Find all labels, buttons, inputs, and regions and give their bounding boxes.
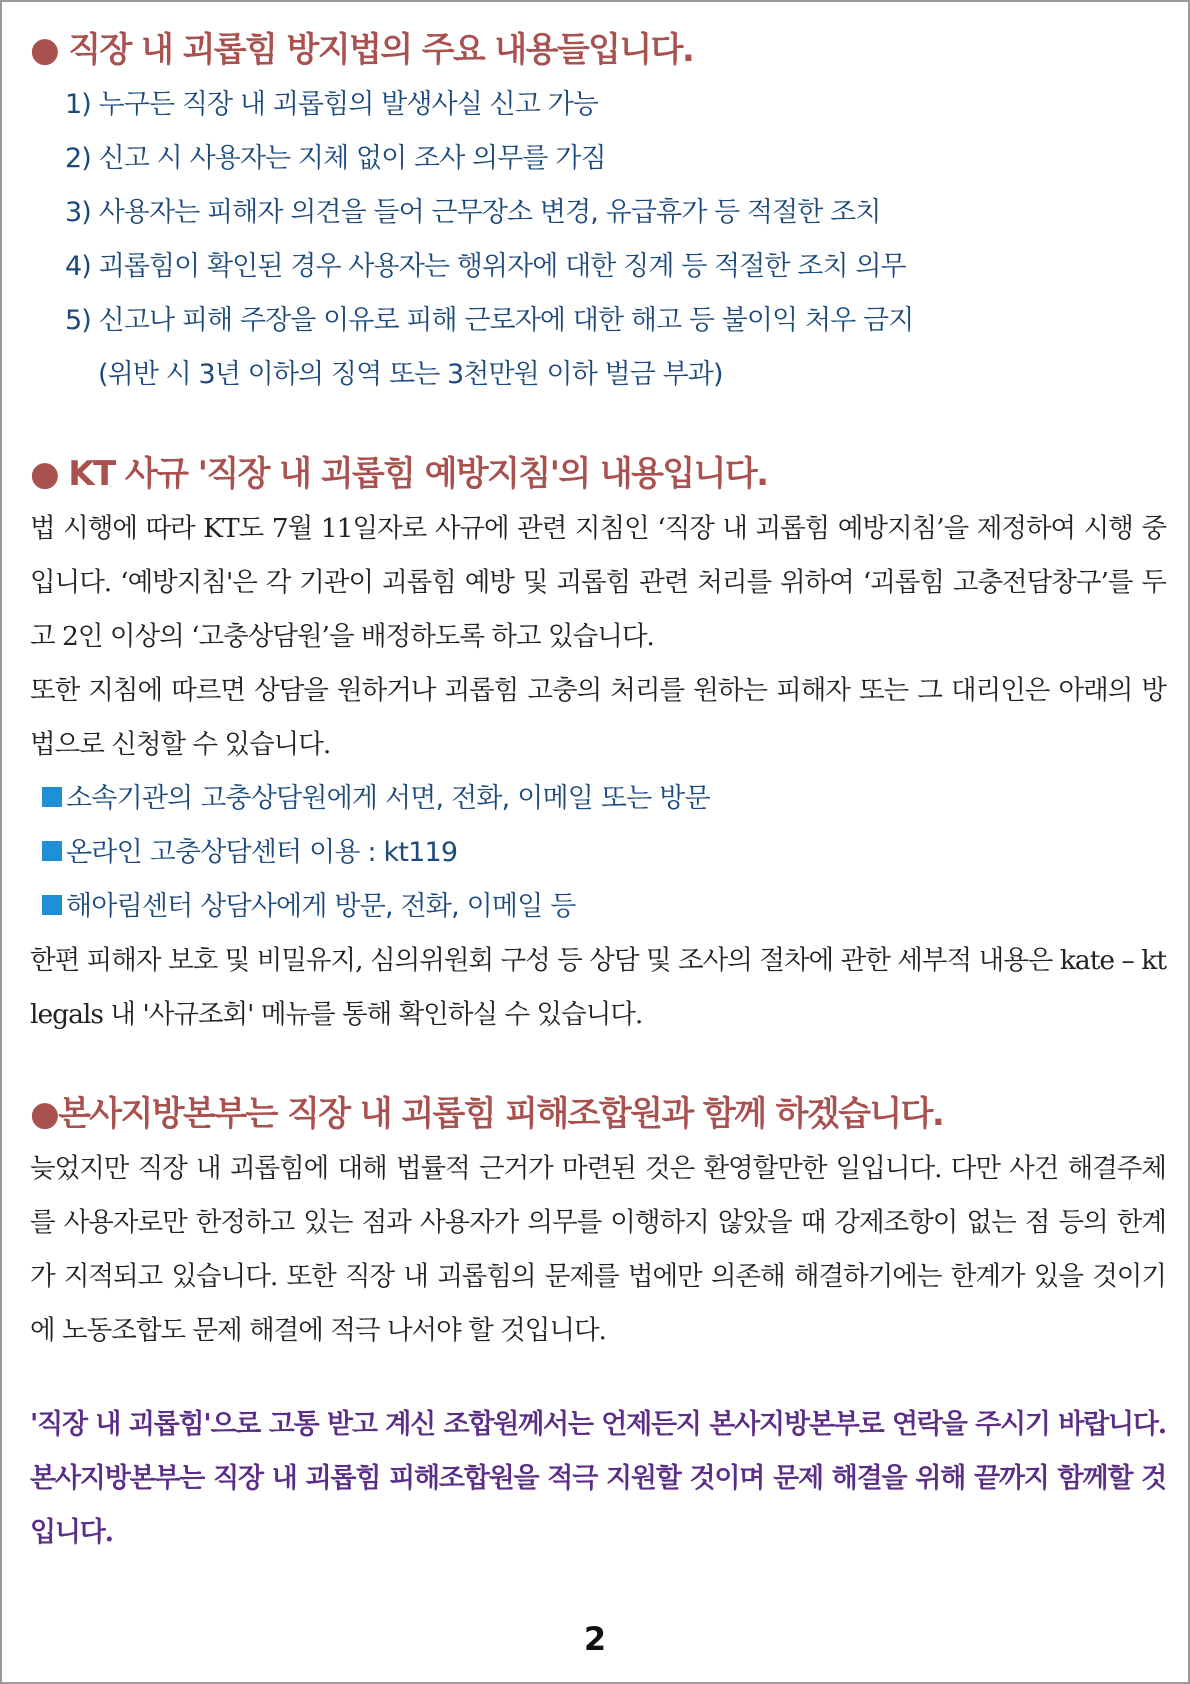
method-label: 온라인 고충상담센터 이용 : kt119	[66, 837, 458, 868]
square-bullet-icon	[42, 787, 62, 807]
page-number: 2	[583, 1620, 607, 1658]
guideline-paragraph-3: 한편 피해자 보호 및 비밀유지, 심의위원회 구성 등 상담 및 조사의 절차에 관한 세부적 내용은 kate – kt legals 내 '사규조회' 메뉴를 통해 확인하실 수 있습니다.	[30, 945, 1166, 1030]
section-heading-union: ●본사지방본부는 직장 내 괴롭힘 피해조합원과 함께 하겠습니다.	[30, 1094, 944, 1134]
square-bullet-icon	[42, 895, 62, 915]
list-item-note: (위반 시 3년 이하의 징역 또는 3천만원 이하 벌금 부과)	[98, 359, 723, 390]
section-heading-law: ● 직장 내 괴롭힘 방지법의 주요 내용들입니다.	[30, 30, 694, 70]
list-item	[30, 826, 1166, 880]
section-kt-guideline	[30, 446, 1166, 1042]
method-label: 소속기관의 고충상담원에게 서면, 전화, 이메일 또는 방문	[66, 783, 710, 814]
section-harassment-law	[30, 22, 1166, 402]
law-items-list	[30, 78, 1166, 402]
closing-message: '직장 내 괴롭힘'으로 고통 받고 계신 조합원께서는 언제든지 본사지방본부로 연락을 주시기 바랍니다. 본사지방본부는 직장 내 괴롭힘 피해조합원을 적극 지원할 것이며 문제 해결을 위해 끝까지 함께할 것입니다.	[30, 1409, 1166, 1548]
list-item	[30, 772, 1166, 826]
list-item: 5) 신고나 피해 주장을 이유로 피해 근로자에 대한 해고 등 불이익 처우 금지	[65, 305, 914, 336]
list-item: 2) 신고 시 사용자는 지체 없이 조사 의무를 가짐	[65, 143, 606, 174]
union-paragraph: 늦었지만 직장 내 괴롭힘에 대해 법률적 근거가 마련된 것은 환영할만한 일입니다. 다만 사건 해결주체를 사용자로만 한정하고 있는 점과 사용자가 의무를 이행하지 않았을 때 강제조항이 없는 점 등의 한계가 지적되고 있습니다. 또한 직장 내 괴롭힘의 문제를 법에만 의존해 해결하기에는 한계가 있을 것이기에 노동조합도 문제 해결에 적극 나서야 할 것입니다.	[30, 1153, 1166, 1346]
list-item: 1) 누구든 직장 내 괴롭힘의 발생사실 신고 가능	[65, 89, 598, 120]
section-heading-guideline: ● KT 사규 '직장 내 괴롭힘 예방지침'의 내용입니다.	[30, 454, 768, 494]
method-label: 해아림센터 상담사에게 방문, 전화, 이메일 등	[66, 891, 576, 922]
guideline-paragraph-1: 법 시행에 따라 KT도 7월 11일자로 사규에 관련 지침인 ‘직장 내 괴롭힘 예방지침’을 제정하여 시행 중입니다. ‘예방지침'은 각 기관이 괴롭힘 예방 및 괴롭힘 관련 처리를 위하여 ‘괴롭힘 고충전담창구’를 두고 2인 이상의 ‘고충상담원’을 배정하도록 하고 있습니다.	[30, 513, 1166, 652]
list-item	[30, 880, 1166, 934]
application-methods-list	[30, 772, 1166, 934]
section-union-support	[30, 1086, 1166, 1358]
list-item: 4) 괴롭힘이 확인된 경우 사용자는 행위자에 대한 징계 등 적절한 조치 의무	[65, 251, 906, 282]
square-bullet-icon	[42, 841, 62, 861]
list-item: 3) 사용자는 피해자 의견을 들어 근무장소 변경, 유급휴가 등 적절한 조치	[65, 197, 881, 228]
guideline-paragraph-2: 또한 지침에 따르면 상담을 원하거나 괴롭힘 고충의 처리를 원하는 피해자 또는 그 대리인은 아래의 방법으로 신청할 수 있습니다.	[30, 675, 1166, 760]
page-content	[30, 22, 1166, 1560]
